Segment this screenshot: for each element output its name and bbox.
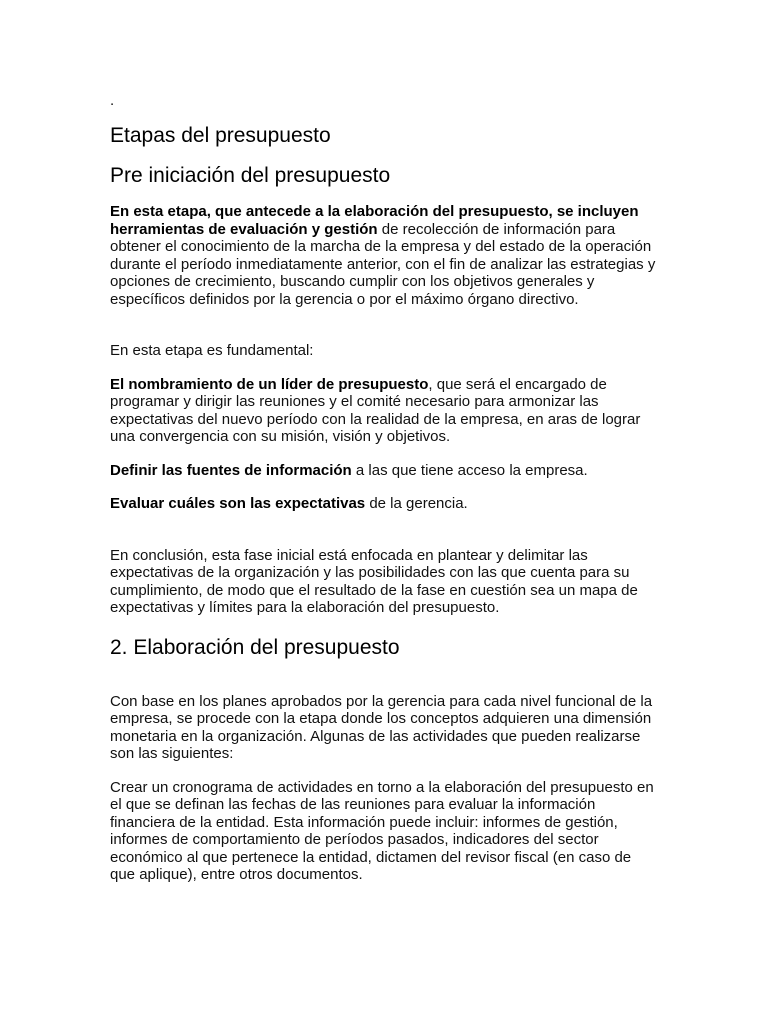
item-fuentes-bold: Definir las fuentes de información	[110, 461, 352, 479]
item-lider	[110, 376, 660, 446]
item-expectativas	[110, 495, 660, 513]
intro-bold-text: En esta etapa, que antecede a la elaboración del presupuesto, se incluyen herramientas de evaluación y gestión	[110, 203, 639, 238]
base-paragraph: Con base en los planes aprobados por la gerencia para cada nivel funcional de la empresa, se procede con la etapa donde los conceptos adquieren una dimensión monetaria en la organización. Algunas de las actividades que pueden realizarse son las siguientes:	[110, 692, 653, 762]
item-fuentes-text: a las que tiene acceso la empresa.	[351, 461, 588, 479]
main-heading: Etapas del presupuesto	[110, 124, 331, 147]
cronograma-paragraph: Crear un cronograma de actividades en torno a la elaboración del presupuesto en el que se definan las fechas de las reuniones para evaluar la información financiera de la entidad. Esta información puede incluir: informes de gestión, informes de comportamiento de períodos pasados, indicadores del sector económico al que pertenece la entidad, dictamen del revisor fiscal (en caso de que aplique), entre otros documentos.	[110, 778, 654, 883]
document-page	[110, 92, 660, 884]
conclusion-paragraph: En conclusión, esta fase inicial está enfocada en plantear y delimitar las expectativas de la organización y las posibilidades con las que cuenta para su cumplimiento, de modo que el resultado de la fase en cuestión sea un mapa de expectativas y límites para la elaboración del presupuesto.	[110, 546, 638, 616]
item-lider-bold: El nombramiento de un líder de presupuesto	[110, 375, 429, 393]
item-fuentes	[110, 462, 660, 480]
fundamental-paragraph: En esta etapa es fundamental:	[110, 342, 314, 359]
item-lider-text: , que será el encargado de programar y dirigir las reuniones y el comité necesario para armonizar las expectativas del nuevo período con la realidad de la empresa, en aras de lograr una convergencia con su misión, visión y objetivos.	[110, 375, 641, 445]
intro-paragraph	[110, 203, 660, 308]
section-heading-pre-iniciacion: Pre iniciación del presupuesto	[110, 164, 391, 187]
item-expectativas-text: de la gerencia.	[365, 495, 468, 512]
item-expectativas-bold: Evaluar cuáles son las expectativas	[110, 495, 366, 512]
section-heading-elaboracion: 2. Elaboración del presupuesto	[110, 635, 400, 659]
intro-regular-text: de recolección de información para obtener el conocimiento de la marcha de la empresa y del estado de la operación durante el período inmediatamente anterior, con el fin de analizar las estrategias y opciones de crecimiento, buscando cumplir con los objetivos generales y específicos definidos por la gerencia o por el máximo órgano directivo.	[110, 220, 656, 308]
leading-dot: .	[110, 92, 115, 109]
